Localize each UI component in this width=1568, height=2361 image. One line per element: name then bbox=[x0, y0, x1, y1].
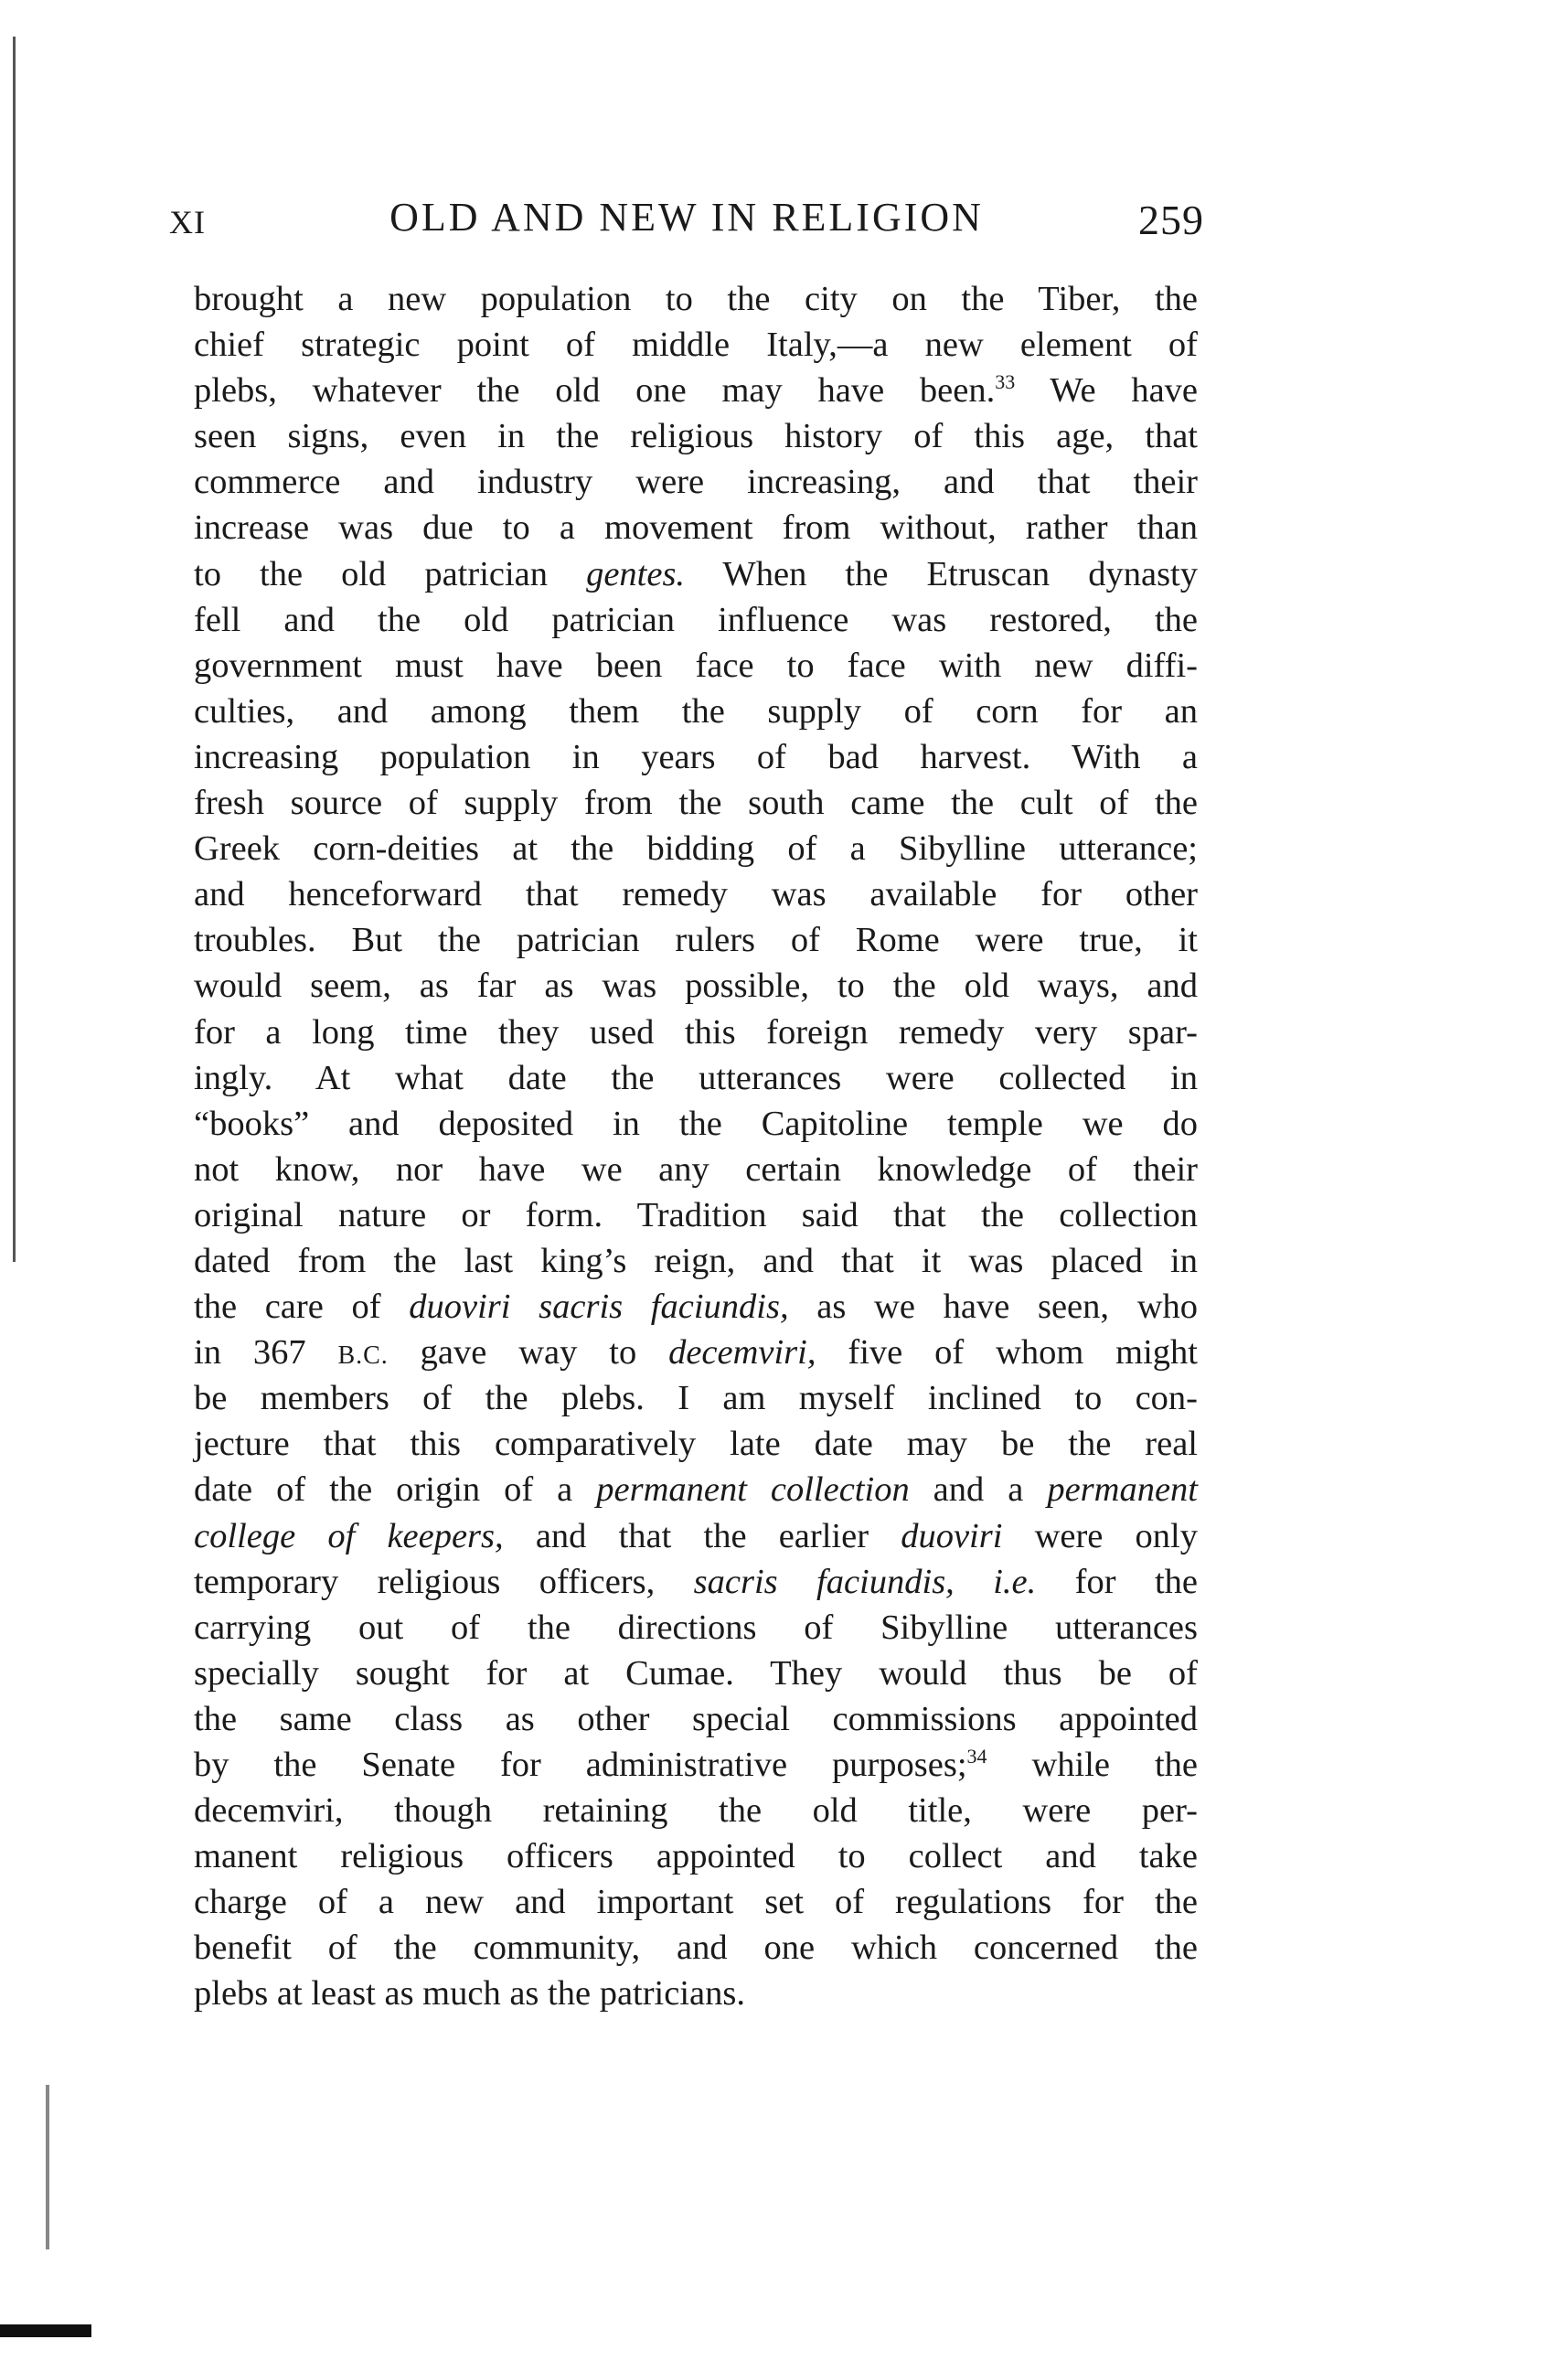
text-line: seen signs, even in the religious history of this age, that bbox=[194, 417, 1198, 456]
text-line: date of the origin of a permanent collection and a permanent bbox=[194, 1470, 1198, 1510]
text-line: dated from the last king’s reign, and that it was placed in bbox=[194, 1241, 1198, 1280]
body-paragraph bbox=[194, 276, 1198, 2017]
text-line: ingly. At what date the utterances were collected in bbox=[194, 1058, 1198, 1097]
text-line: plebs, whatever the old one may have been.$^{33}$ We have bbox=[194, 370, 1198, 411]
text-line: would seem, as far as was possible, to the old ways, and bbox=[194, 967, 1198, 1006]
footnote-ref-33: 33 bbox=[995, 370, 1016, 394]
text-line: brought a new population to the city on the Tiber, the bbox=[194, 280, 1198, 318]
text-line: “books” and deposited in the Capitoline temple we do bbox=[194, 1104, 1198, 1143]
running-head bbox=[169, 194, 1204, 258]
text-line: chief strategic point of middle Italy,—a new element of bbox=[194, 326, 1198, 365]
text-line: carrying out of the directions of Sibylline utterances bbox=[194, 1608, 1198, 1647]
text-line: culties, and among them the supply of corn for an bbox=[194, 691, 1198, 731]
text-line: fell and the old patrician influence was restored, the bbox=[194, 600, 1198, 639]
text-line: college of keepers, and that the earlier duoviri were only bbox=[194, 1516, 1199, 1555]
text-line: decemviri, though retaining the old title, were per- bbox=[194, 1791, 1198, 1831]
text-line: increasing population in years of bad harvest. With a bbox=[194, 737, 1198, 776]
running-title: OLD AND NEW IN RELIGION bbox=[389, 195, 984, 240]
text-line: and henceforward that remedy was available for other bbox=[194, 875, 1198, 914]
text-line: the same class as other special commissions appointed bbox=[194, 1699, 1198, 1738]
text-line: temporary religious officers, sacris faciundis, i.e. for the bbox=[194, 1562, 1198, 1601]
text-line: increase was due to a movement from without, rather than bbox=[194, 508, 1198, 548]
text-line: by the Senate for administrative purposes;$^{34}$ while the bbox=[194, 1745, 1198, 1784]
text-line: troubles. But the patrician rulers of Rome were true, it bbox=[194, 921, 1198, 960]
text-line: to the old patrician gentes. When the Etruscan dynasty bbox=[194, 554, 1198, 593]
text-line: jecture that this comparatively late date may be the real bbox=[194, 1425, 1198, 1464]
text-line: specially sought for at Cumae. They would thus be of bbox=[194, 1653, 1198, 1693]
chapter-number: XI bbox=[169, 204, 206, 240]
footnote-ref-34: 34 bbox=[966, 1745, 987, 1768]
text-line: fresh source of supply from the south came the cult of the bbox=[194, 784, 1198, 823]
text-line: government must have been face to face with new diffi- bbox=[194, 646, 1198, 685]
text-line: original nature or form. Tradition said that the collection bbox=[194, 1195, 1198, 1234]
text-line: the care of duoviri sacris faciundis, as we have seen, who bbox=[194, 1287, 1198, 1327]
text-line: charge of a new and important set of regulations for the bbox=[194, 1883, 1198, 1922]
text-line: Greek corn-deities at the bidding of a Sibylline utterance; bbox=[194, 829, 1198, 869]
text-line: in 367 B.C. gave way to decemviri, five of whom might bbox=[194, 1333, 1199, 1373]
text-line: commerce and industry were increasing, and that their bbox=[194, 463, 1198, 502]
text-line: benefit of the community, and one which concerned the bbox=[194, 1928, 1198, 1968]
page-number: 259 bbox=[1138, 197, 1204, 243]
page-edge-line bbox=[13, 37, 16, 1262]
text-line: plebs at least as much as the patricians. bbox=[194, 1974, 745, 2014]
text-line: be members of the plebs. I am myself inclined to con- bbox=[194, 1379, 1198, 1418]
scan-corner-mark bbox=[0, 2324, 91, 2337]
text-line: manent religious officers appointed to collect and take bbox=[194, 1837, 1198, 1876]
text-line: for a long time they used this foreign remedy very spar- bbox=[194, 1012, 1198, 1052]
page-edge-shadow bbox=[46, 2085, 49, 2249]
text-line: not know, nor have we any certain knowledge of their bbox=[194, 1149, 1198, 1189]
